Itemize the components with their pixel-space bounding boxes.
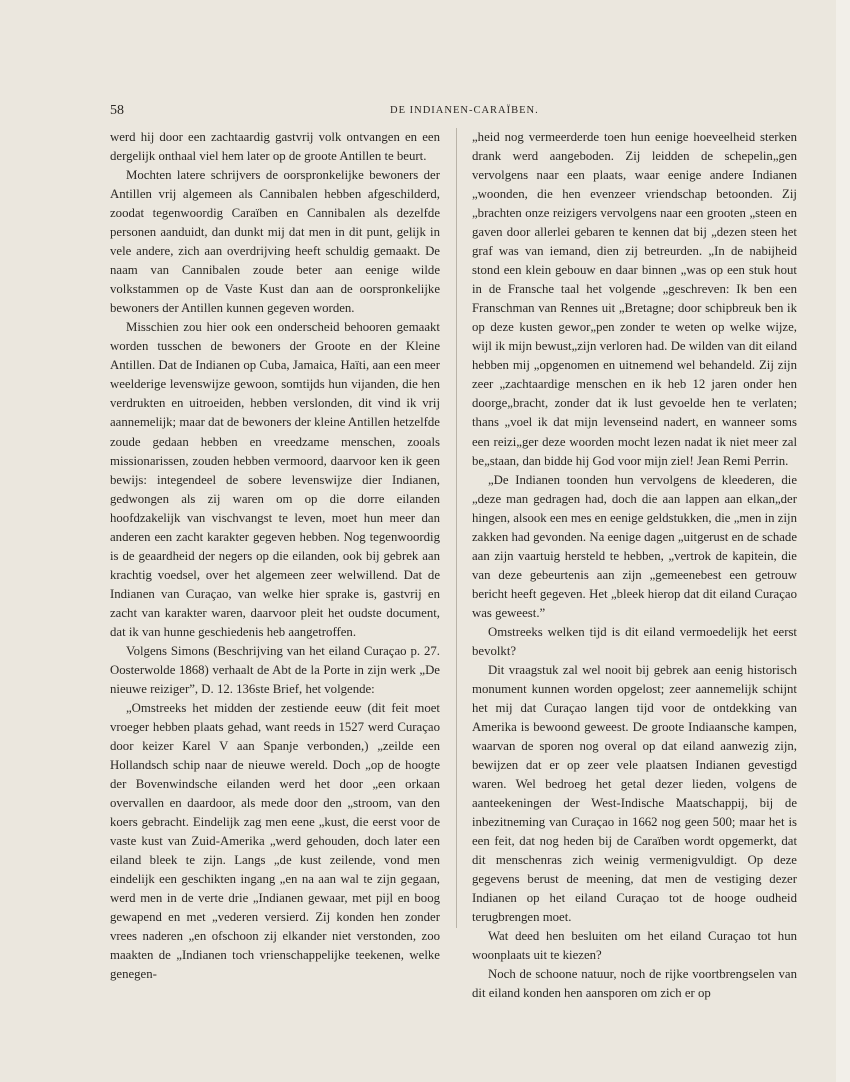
column-divider <box>456 128 457 928</box>
quote-paragraph: „Omstreeks het midden der zestiende eeuw (dit feit moet vroeger hebben plaats gehad, want reeds in 1527 werd Curaçao door keizer Karel V aan Spanje verbonden,) „zeilde een Hollandsch schip naar de nieuwe wereld. Doch „op de hoogte der Bovenwindsche eilanden werd het door „een orkaan overvallen en daardoor, als mede door den „stroom, van den koers gebracht. Eindelijk zag men eene „kust, die eerst voor de vaste kust van Zuid-Amerika „werd gehouden, doch later een eiland bleek te zijn. Langs „de kust zeilende, vond men eindelijk een geschikten ingang „en na aan wal te zijn gegaan, werd men in de verte drie „Indianen gewaar, met pijl en boog gewapend en met „vederen versierd. Zij konden hen zonder vrees naderen „en ofschoon zij elkander niet verstonden, zoo maakten de „Indianen toch vrienschappelijke teekenen, welke genegen- <box>110 700 440 982</box>
quote-paragraph: „De Indianen toonden hun vervolgens de kleederen, die „deze man gedragen had, doch die aan lappen aan elkan„der hingen, alsook een mes en eenige geldstukken, die „men in zijn zakken had gevonden. Na eenige dagen „uitgerust en de schade aan zijn vaartuig hersteld te hebben, „vertrok de kapitein, die van deze gebeurtenis aan zijn „gemeenebest een getrouw bericht heeft gegeven. Het „bleek hierop dat dit eiland Curaçao was geweest.” <box>472 472 797 620</box>
page-edge <box>836 0 850 1082</box>
left-column <box>110 128 440 984</box>
quote-paragraph: „heid nog vermeerderde toen hun eenige hoeveelheid sterken drank werd aangeboden. Zij leidden de schepelin„gen vervolgens naar een plaats, waar eenige andere Indianen „woonden, die hen evenzeer vriendschap betoonden. Zij „brachten onze reizigers vervolgens naar een grooten „steen en gaven door allerlei gebaren te kennen dat bij „dezen steen het graf was van iemand, dien zij betreurden. „In de nabijheid stond een klein gebouw en daar binnen „was op een stuk hout in de Fransche taal het volgende „geschreven: Ik ben een Franschman van Rennes uit „Bretagne; door schipbreuk ben ik op deze kusten gewor„pen zonder te weten op welke wijze, wijl ik mijn bewust„zijn verloren had. De wilden van dit eiland hebben mij „opgenomen en uitnemend wel behandeld. Zij zijn zeer „zachtaardige menschen en ik heb 12 jaren onder hen doorge„bracht, zonder dat ik lust gevoelde hen te verlaten; thans „voel ik dat mijn levenseind nadert, en wanneer soms een reizi„ger deze woorden mocht lezen nadat ik niet meer zal be„staan, dan bidde hij God voor mijn ziel! Jean Remi Perrin. <box>472 130 797 468</box>
paragraph: Wat deed hen besluiten om het eiland Curaçao tot hun woonplaats uit te kiezen? <box>472 929 797 963</box>
paragraph: Dit vraagstuk zal wel nooit bij gebrek aan eenig historisch monument kunnen worden opgelost; zeer aannemelijk schijnt het mij dat Curaçao langen tijd voor de ontdekking van Amerika is bewoond geweest. De groote Indiaansche kampen, waarvan de sporen nog overal op dat eiland aanwezig zijn, bewijzen dat er op zeer vele plaatsen Indianen gevestigd waren. Wel bedroeg het getal dezer lieden, volgens de aanteekeningen der West-Indische Maatschappij, bij de inbezitneming van Curaçao in 1662 nog geen 500; maar het is een feit, dat nog heden bij de Caraïben wordt opgemerkt, dat dit menschenras zich weinig vermenigvuldigt. Op deze gegevens berust de meening, dat men de vestiging dezer Indianen op het eiland Curaçao tot de hooge oudheid terugbrengen moet. <box>472 662 797 925</box>
page-header <box>110 103 802 121</box>
paragraph: Mochten latere schrijvers de oorspronkelijke bewoners der Antillen vrij algemeen als Cannibalen hebben afgeschilderd, zoodat tegenwoordig Caraïben en Cannibalen als dezelfde personen aanduidt, dan dunkt mij dat men in dit punt, gelijk in vele andere, zich aan overdrijving heeft schuldig gemaakt. De naam van Cannibalen zoude beter aan eenige wilde volkstammen op de Vaste Kust dan aan de oorspronkelijke bewoners der Antillen kunnen gegeven worden. <box>110 168 440 316</box>
right-column <box>472 128 797 1003</box>
paragraph: werd hij door een zachtaardig gastvrij volk ontvangen en een dergelijk onthaal viel hem later op de groote Antillen te beurt. <box>110 130 440 164</box>
paragraph: Misschien zou hier ook een onderscheid behooren gemaakt worden tusschen de bewoners der Groote en der Kleine Antillen. Dat de Indianen op Cuba, Jamaica, Haïti, aan een meer weelderige levenswijze gewoon, somtijds hun vijanden, die hen verdrukten en uitroeiden, hebben verslonden, dit vind ik vrij aannemelijk; maar dat de bewoners der kleine Antillen hetzelfde zoude gedaan hebben en vreedzame menschen, zooals missionarissen, zouden hebben vermoord, daarvoor ken ik geen bewijs: integendeel de sobere levenswijze dier Indianen, gedwongen als zij waren om op die dorre eilanden hoofdzakelijk van vischvangst te leven, moet hun meer dan anderen een zacht karakter gegeven hebben. Nog tegenwoordig is de geaardheid der negers op die eilanden, ook bij gebrek aan krachtig voedsel, over het algemeen zeer welwillend. Dat de Indianen van Curaçao, van welke hier sprake is, gastvrij en zacht van karakter waren, daarvoor pleit het oudste document, dat ik van hunne geschiedenis heb aangetroffen. <box>110 320 440 639</box>
paragraph: Volgens Simons (Beschrijving van het eiland Curaçao p. 27. Oosterwolde 1868) verhaalt de Abt de la Porte in zijn werk „De nieuwe reiziger”, D. 12. 136ste Brief, het volgende: <box>110 643 440 696</box>
page-number: 58 <box>110 103 124 118</box>
running-head: DE INDIANEN-CARAÏBEN. <box>390 105 539 116</box>
paragraph: Omstreeks welken tijd is dit eiland vermoedelijk het eerst bevolkt? <box>472 624 797 658</box>
paragraph: Noch de schoone natuur, noch de rijke voortbrengselen van dit eiland konden hen aansporen om zich er op <box>472 967 797 1001</box>
